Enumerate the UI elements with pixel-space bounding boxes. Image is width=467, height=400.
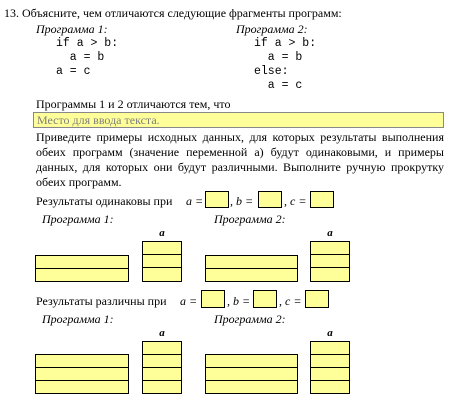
diff-var-c-label: , c = — [279, 294, 302, 308]
same-program-2-label: Программа 2: — [214, 212, 286, 226]
trace-cell[interactable] — [310, 380, 350, 394]
trace-cell[interactable] — [142, 367, 182, 381]
same-program-1-label: Программа 1: — [42, 212, 114, 226]
trace-cell[interactable] — [142, 241, 182, 255]
trace-cell[interactable] — [35, 255, 129, 269]
trace-cell[interactable] — [35, 367, 129, 381]
diff-a-input[interactable] — [201, 290, 225, 308]
trace-cell[interactable] — [35, 354, 129, 368]
trace-cell[interactable] — [310, 241, 350, 255]
difference-label: Программы 1 и 2 отличаются тем, что — [36, 97, 231, 111]
same-var-b-label: , b = — [230, 194, 254, 208]
same-a-input[interactable] — [205, 191, 229, 208]
diff-b-input[interactable] — [253, 290, 277, 308]
same-c-input[interactable] — [310, 191, 334, 208]
trace-cell[interactable] — [142, 380, 182, 394]
instruction-text: Приведите примеры исходных данных, для которых результаты выполнения обеих программ (значение переменной a) будут одинаковыми, и примеры данных, для которых они будут различными. Выполните ручную прокрутку обеих программ. — [36, 130, 444, 189]
trace-cell[interactable] — [310, 367, 350, 381]
same-b-input[interactable] — [258, 191, 282, 208]
trace-cell[interactable] — [142, 341, 182, 355]
trace-cell[interactable] — [142, 354, 182, 368]
trace-cell[interactable] — [205, 255, 298, 269]
diff-results-label: Результаты различны при — [36, 294, 167, 308]
trace-cell[interactable] — [205, 367, 298, 381]
trace-cell[interactable] — [310, 267, 350, 282]
trace-cell[interactable] — [142, 267, 182, 282]
question-text: Объясните, чем отличаются следующие фрагменты программ: — [22, 6, 342, 20]
same-results-label: Результаты одинаковы при — [36, 194, 173, 208]
same-var-a-label: a = — [186, 194, 204, 208]
diff-p1-column-a: a — [159, 327, 165, 339]
trace-cell[interactable] — [310, 341, 350, 355]
trace-cell[interactable] — [35, 380, 129, 394]
program-2-line-3: else: — [254, 65, 289, 78]
diff-var-a-label: a = — [180, 294, 198, 308]
question-number: 13. — [4, 6, 19, 20]
trace-cell[interactable] — [35, 268, 129, 282]
trace-cell[interactable] — [205, 380, 298, 394]
program-1-line-3: a = c — [56, 65, 91, 78]
diff-program-1-label: Программа 1: — [42, 312, 114, 326]
difference-input[interactable]: Место для ввода текста. — [33, 112, 444, 128]
program-1-title: Программа 1: — [36, 22, 108, 36]
trace-cell[interactable] — [142, 254, 182, 268]
diff-program-2-label: Программа 2: — [214, 312, 286, 326]
trace-cell[interactable] — [205, 268, 298, 282]
same-p2-column-a: a — [327, 227, 333, 239]
question-header — [4, 6, 342, 20]
program-1-line-1: if a > b: — [56, 37, 119, 50]
trace-cell[interactable] — [310, 354, 350, 368]
diff-var-b-label: , b = — [227, 294, 251, 308]
program-2-line-2: a = b — [254, 51, 303, 64]
trace-cell[interactable] — [205, 354, 298, 368]
program-1-line-2: a = b — [56, 51, 105, 64]
same-var-c-label: , c = — [284, 194, 307, 208]
trace-cell[interactable] — [310, 254, 350, 268]
program-2-line-4: a = c — [254, 79, 303, 92]
diff-c-input[interactable] — [305, 290, 329, 308]
program-2-title: Программа 2: — [236, 22, 308, 36]
same-p1-column-a: a — [159, 227, 165, 239]
diff-p2-column-a: a — [327, 327, 333, 339]
program-2-line-1: if a > b: — [254, 37, 317, 50]
